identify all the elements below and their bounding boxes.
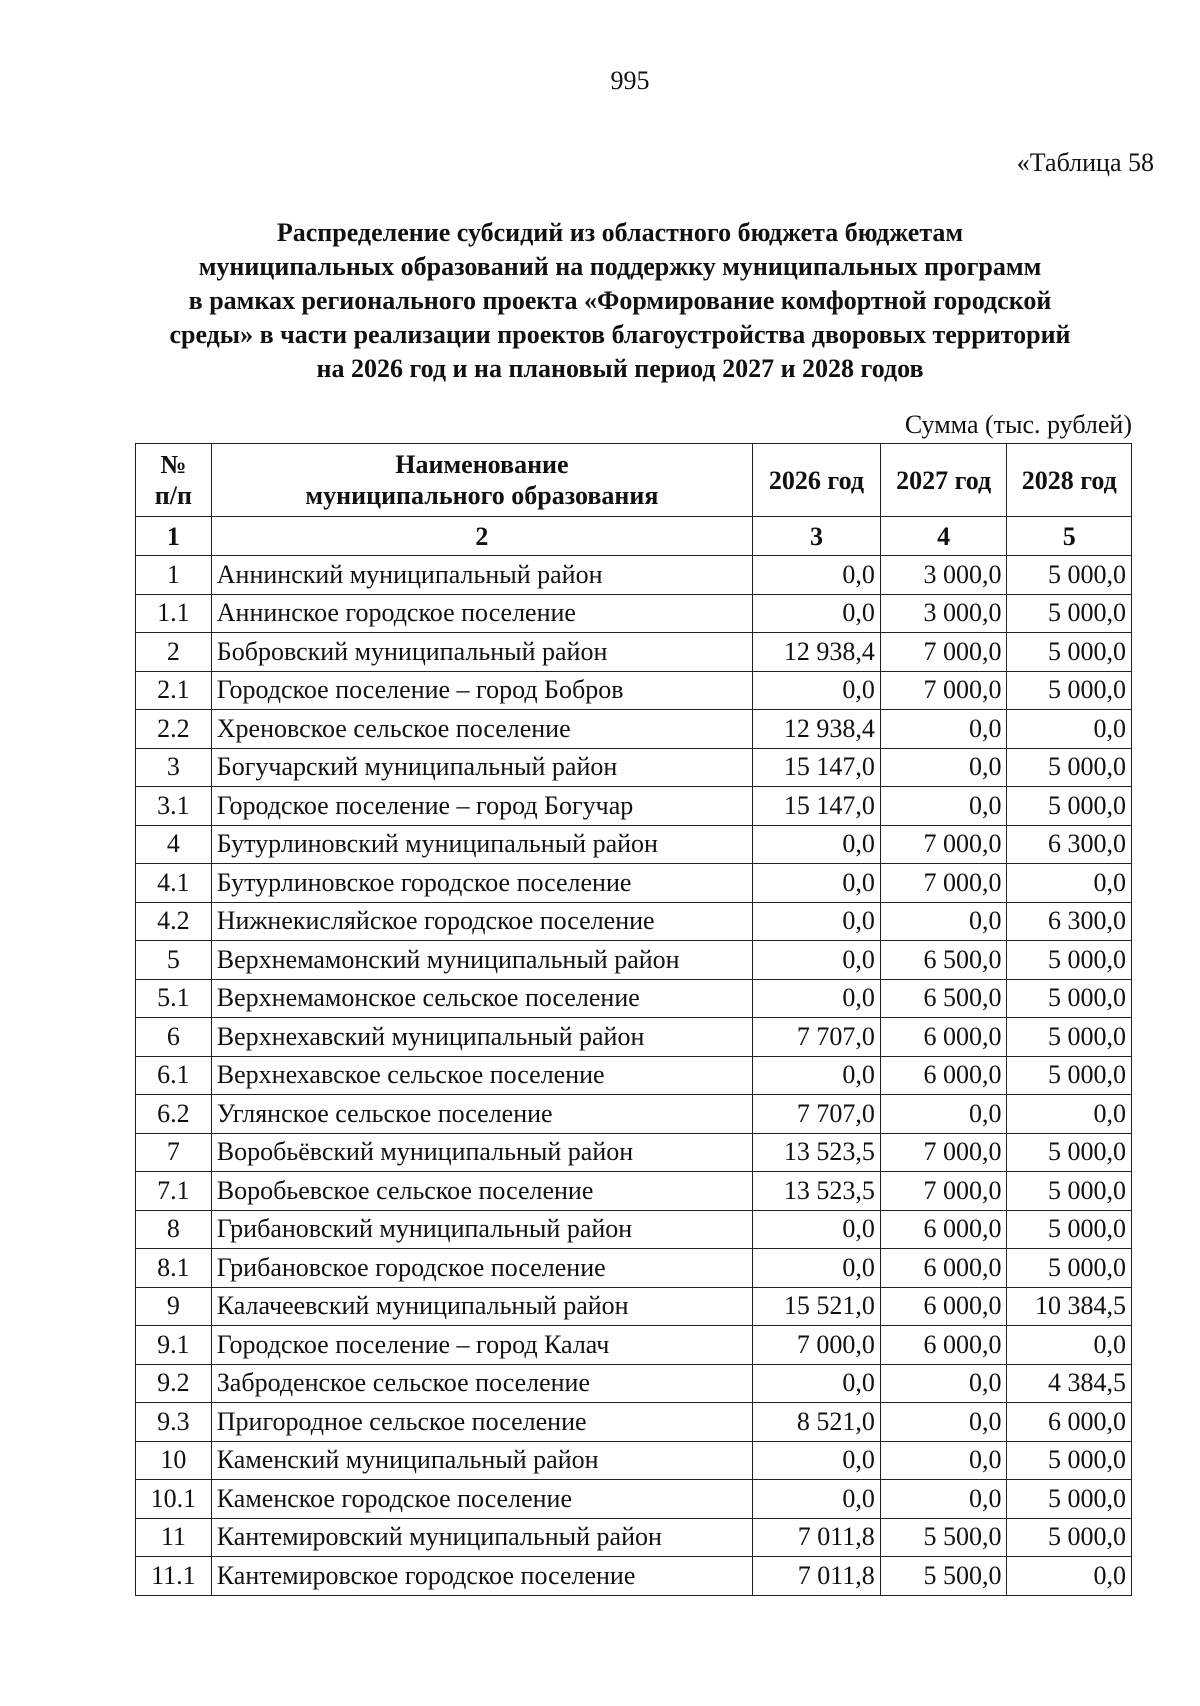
value-2028: 5 000,0 bbox=[1007, 594, 1132, 633]
value-2026: 7 000,0 bbox=[753, 1326, 881, 1365]
row-number: 4.1 bbox=[136, 864, 212, 903]
row-number: 11.1 bbox=[136, 1557, 212, 1596]
value-2028: 5 000,0 bbox=[1007, 1133, 1132, 1172]
table-row bbox=[136, 979, 1132, 1018]
row-number: 7 bbox=[136, 1133, 212, 1172]
units-label: Сумма (тыс. рублей) bbox=[904, 410, 1132, 439]
municipality-name: Аннинский муниципальный район bbox=[211, 556, 752, 595]
municipality-name: Нижнекисляйское городское поселение bbox=[211, 902, 752, 941]
municipality-name: Кантемировский муниципальный район bbox=[211, 1518, 752, 1557]
value-2026: 8 521,0 bbox=[753, 1403, 881, 1442]
value-2026: 7 011,8 bbox=[753, 1518, 881, 1557]
value-2027: 0,0 bbox=[880, 787, 1007, 826]
column-numbers-row bbox=[136, 517, 1132, 556]
table-row bbox=[136, 825, 1132, 864]
table-row bbox=[136, 1172, 1132, 1211]
table-row bbox=[136, 1518, 1132, 1557]
table-row bbox=[136, 556, 1132, 595]
table-row bbox=[136, 1364, 1132, 1403]
table-row bbox=[136, 710, 1132, 749]
value-2027: 7 000,0 bbox=[880, 864, 1007, 903]
value-2028: 6 300,0 bbox=[1007, 902, 1132, 941]
value-2027: 6 500,0 bbox=[880, 979, 1007, 1018]
value-2027: 0,0 bbox=[880, 1441, 1007, 1480]
column-number: 4 bbox=[880, 517, 1007, 556]
municipality-name: Каменское городское поселение bbox=[211, 1480, 752, 1519]
value-2028: 5 000,0 bbox=[1007, 1210, 1132, 1249]
table-row bbox=[136, 1133, 1132, 1172]
value-2026: 0,0 bbox=[753, 1441, 881, 1480]
page-number: 995 bbox=[610, 66, 650, 95]
value-2026: 7 011,8 bbox=[753, 1557, 881, 1596]
municipality-name: Бобровский муниципальный район bbox=[211, 633, 752, 672]
value-2027: 6 500,0 bbox=[880, 941, 1007, 980]
municipality-name: Верхнемамонское сельское поселение bbox=[211, 979, 752, 1018]
municipality-name: Углянское сельское поселение bbox=[211, 1095, 752, 1134]
row-number: 6.2 bbox=[136, 1095, 212, 1134]
value-2027: 6 000,0 bbox=[880, 1018, 1007, 1057]
header-row bbox=[136, 444, 1132, 517]
value-2028: 5 000,0 bbox=[1007, 1480, 1132, 1519]
column-number: 5 bbox=[1007, 517, 1132, 556]
title-line: на 2026 год и на плановый период 2027 и 2028 годов bbox=[316, 354, 924, 383]
table-row bbox=[136, 1326, 1132, 1365]
municipality-name: Городское поселение – город Богучар bbox=[211, 787, 752, 826]
row-number: 8 bbox=[136, 1210, 212, 1249]
value-2028: 5 000,0 bbox=[1007, 1018, 1132, 1057]
value-2026: 13 523,5 bbox=[753, 1172, 881, 1211]
value-2026: 0,0 bbox=[753, 979, 881, 1018]
municipality-name: Городское поселение – город Бобров bbox=[211, 671, 752, 710]
table-row bbox=[136, 1095, 1132, 1134]
column-number: 2 bbox=[211, 517, 752, 556]
value-2028: 5 000,0 bbox=[1007, 787, 1132, 826]
row-number: 8.1 bbox=[136, 1249, 212, 1288]
municipality-name: Верхнехавский муниципальный район bbox=[211, 1018, 752, 1057]
value-2028: 5 000,0 bbox=[1007, 941, 1132, 980]
value-2026: 7 707,0 bbox=[753, 1095, 881, 1134]
table-row bbox=[136, 1210, 1132, 1249]
value-2026: 0,0 bbox=[753, 825, 881, 864]
table-row bbox=[136, 671, 1132, 710]
value-2026: 0,0 bbox=[753, 864, 881, 903]
row-number: 1 bbox=[136, 556, 212, 595]
value-2027: 5 500,0 bbox=[880, 1557, 1007, 1596]
header-name-label: Наименование муниципального образования bbox=[305, 450, 659, 510]
value-2028: 5 000,0 bbox=[1007, 1172, 1132, 1211]
value-2027: 0,0 bbox=[880, 748, 1007, 787]
row-number: 10.1 bbox=[136, 1480, 212, 1519]
value-2027: 0,0 bbox=[880, 1480, 1007, 1519]
value-2026: 15 147,0 bbox=[753, 748, 881, 787]
table-body bbox=[136, 556, 1132, 1596]
value-2026: 15 147,0 bbox=[753, 787, 881, 826]
municipality-name: Воробьевское сельское поселение bbox=[211, 1172, 752, 1211]
value-2027: 7 000,0 bbox=[880, 633, 1007, 672]
value-2027: 7 000,0 bbox=[880, 671, 1007, 710]
value-2027: 6 000,0 bbox=[880, 1326, 1007, 1365]
table-row bbox=[136, 941, 1132, 980]
row-number: 5 bbox=[136, 941, 212, 980]
value-2028: 0,0 bbox=[1007, 1326, 1132, 1365]
value-2026: 0,0 bbox=[753, 941, 881, 980]
table-row bbox=[136, 633, 1132, 672]
municipality-name: Каменский муниципальный район bbox=[211, 1441, 752, 1480]
value-2027: 0,0 bbox=[880, 1095, 1007, 1134]
value-2026: 0,0 bbox=[753, 1480, 881, 1519]
value-2026: 0,0 bbox=[753, 1210, 881, 1249]
municipality-name: Бутурлиновский муниципальный район bbox=[211, 825, 752, 864]
value-2026: 0,0 bbox=[753, 1249, 881, 1288]
value-2027: 0,0 bbox=[880, 710, 1007, 749]
municipality-name: Пригородное сельское поселение bbox=[211, 1403, 752, 1442]
value-2027: 7 000,0 bbox=[880, 1133, 1007, 1172]
row-number: 6.1 bbox=[136, 1056, 212, 1095]
value-2026: 0,0 bbox=[753, 1056, 881, 1095]
document-title bbox=[100, 216, 1140, 386]
row-number: 6 bbox=[136, 1018, 212, 1057]
value-2027: 6 000,0 bbox=[880, 1056, 1007, 1095]
row-number: 3 bbox=[136, 748, 212, 787]
table-row bbox=[136, 1056, 1132, 1095]
value-2027: 7 000,0 bbox=[880, 1172, 1007, 1211]
value-2026: 0,0 bbox=[753, 902, 881, 941]
title-line: муниципальных образований на поддержку муниципальных программ bbox=[198, 252, 1042, 281]
row-number: 2.1 bbox=[136, 671, 212, 710]
value-2028: 5 000,0 bbox=[1007, 1518, 1132, 1557]
value-2028: 5 000,0 bbox=[1007, 671, 1132, 710]
table-row bbox=[136, 787, 1132, 826]
value-2028: 6 300,0 bbox=[1007, 825, 1132, 864]
table-row bbox=[136, 1249, 1132, 1288]
value-2028: 0,0 bbox=[1007, 864, 1132, 903]
row-number: 2.2 bbox=[136, 710, 212, 749]
value-2028: 5 000,0 bbox=[1007, 1056, 1132, 1095]
row-number: 9.1 bbox=[136, 1326, 212, 1365]
title-line: в рамках регионального проекта «Формирование комфортной городской bbox=[188, 286, 1052, 315]
value-2027: 6 000,0 bbox=[880, 1287, 1007, 1326]
table-row bbox=[136, 594, 1132, 633]
table-row bbox=[136, 1557, 1132, 1596]
value-2028: 6 000,0 bbox=[1007, 1403, 1132, 1442]
value-2028: 4 384,5 bbox=[1007, 1364, 1132, 1403]
title-line: Распределение субсидий из областного бюджета бюджетам bbox=[276, 218, 964, 247]
header-name bbox=[211, 444, 752, 517]
municipality-name: Бутурлиновское городское поселение bbox=[211, 864, 752, 903]
row-number: 9 bbox=[136, 1287, 212, 1326]
row-number: 7.1 bbox=[136, 1172, 212, 1211]
title-line: среды» в части реализации проектов благоустройства дворовых территорий bbox=[169, 320, 1071, 349]
table-row bbox=[136, 1403, 1132, 1442]
row-number: 4.2 bbox=[136, 902, 212, 941]
value-2026: 0,0 bbox=[753, 671, 881, 710]
value-2026: 15 521,0 bbox=[753, 1287, 881, 1326]
value-2026: 0,0 bbox=[753, 1364, 881, 1403]
value-2028: 0,0 bbox=[1007, 710, 1132, 749]
value-2026: 0,0 bbox=[753, 594, 881, 633]
municipality-name: Кантемировское городское поселение bbox=[211, 1557, 752, 1596]
value-2028: 5 000,0 bbox=[1007, 748, 1132, 787]
value-2028: 5 000,0 bbox=[1007, 556, 1132, 595]
value-2027: 3 000,0 bbox=[880, 556, 1007, 595]
value-2028: 5 000,0 bbox=[1007, 979, 1132, 1018]
value-2027: 6 000,0 bbox=[880, 1249, 1007, 1288]
value-2027: 0,0 bbox=[880, 1403, 1007, 1442]
municipality-name: Грибановский муниципальный район bbox=[211, 1210, 752, 1249]
municipality-name: Верхнехавское сельское поселение bbox=[211, 1056, 752, 1095]
value-2026: 12 938,4 bbox=[753, 633, 881, 672]
municipality-name: Грибановское городское поселение bbox=[211, 1249, 752, 1288]
row-number: 9.3 bbox=[136, 1403, 212, 1442]
table-row bbox=[136, 1287, 1132, 1326]
table-row bbox=[136, 748, 1132, 787]
table-row bbox=[136, 864, 1132, 903]
municipality-name: Верхнемамонский муниципальный район bbox=[211, 941, 752, 980]
row-number: 3.1 bbox=[136, 787, 212, 826]
row-number: 4 bbox=[136, 825, 212, 864]
value-2028: 10 384,5 bbox=[1007, 1287, 1132, 1326]
header-num bbox=[136, 444, 212, 517]
table-row bbox=[136, 1441, 1132, 1480]
value-2027: 5 500,0 bbox=[880, 1518, 1007, 1557]
column-number: 1 bbox=[136, 517, 212, 556]
row-number: 5.1 bbox=[136, 979, 212, 1018]
header-2028: 2028 год bbox=[1007, 444, 1132, 517]
municipality-name: Воробьёвский муниципальный район bbox=[211, 1133, 752, 1172]
row-number: 9.2 bbox=[136, 1364, 212, 1403]
value-2026: 7 707,0 bbox=[753, 1018, 881, 1057]
value-2028: 5 000,0 bbox=[1007, 1249, 1132, 1288]
row-number: 11 bbox=[136, 1518, 212, 1557]
row-number: 1.1 bbox=[136, 594, 212, 633]
value-2027: 3 000,0 bbox=[880, 594, 1007, 633]
row-number: 2 bbox=[136, 633, 212, 672]
table-row bbox=[136, 902, 1132, 941]
value-2028: 0,0 bbox=[1007, 1095, 1132, 1134]
subsidy-table bbox=[135, 443, 1132, 1596]
table-row bbox=[136, 1018, 1132, 1057]
municipality-name: Аннинское городское поселение bbox=[211, 594, 752, 633]
header-num-label: № п/п bbox=[154, 450, 192, 510]
header-2027: 2027 год bbox=[880, 444, 1007, 517]
column-number: 3 bbox=[753, 517, 881, 556]
header-2026: 2026 год bbox=[753, 444, 881, 517]
value-2027: 6 000,0 bbox=[880, 1210, 1007, 1249]
value-2028: 5 000,0 bbox=[1007, 1441, 1132, 1480]
municipality-name: Городское поселение – город Калач bbox=[211, 1326, 752, 1365]
row-number: 10 bbox=[136, 1441, 212, 1480]
value-2026: 12 938,4 bbox=[753, 710, 881, 749]
table-row bbox=[136, 1480, 1132, 1519]
value-2028: 5 000,0 bbox=[1007, 633, 1132, 672]
municipality-name: Богучарский муниципальный район bbox=[211, 748, 752, 787]
table-label: «Таблица 58 bbox=[1016, 148, 1154, 177]
value-2027: 0,0 bbox=[880, 902, 1007, 941]
value-2027: 0,0 bbox=[880, 1364, 1007, 1403]
municipality-name: Заброденское сельское поселение bbox=[211, 1364, 752, 1403]
municipality-name: Калачеевский муниципальный район bbox=[211, 1287, 752, 1326]
value-2026: 13 523,5 bbox=[753, 1133, 881, 1172]
value-2026: 0,0 bbox=[753, 556, 881, 595]
municipality-name: Хреновское сельское поселение bbox=[211, 710, 752, 749]
value-2027: 7 000,0 bbox=[880, 825, 1007, 864]
value-2028: 0,0 bbox=[1007, 1557, 1132, 1596]
